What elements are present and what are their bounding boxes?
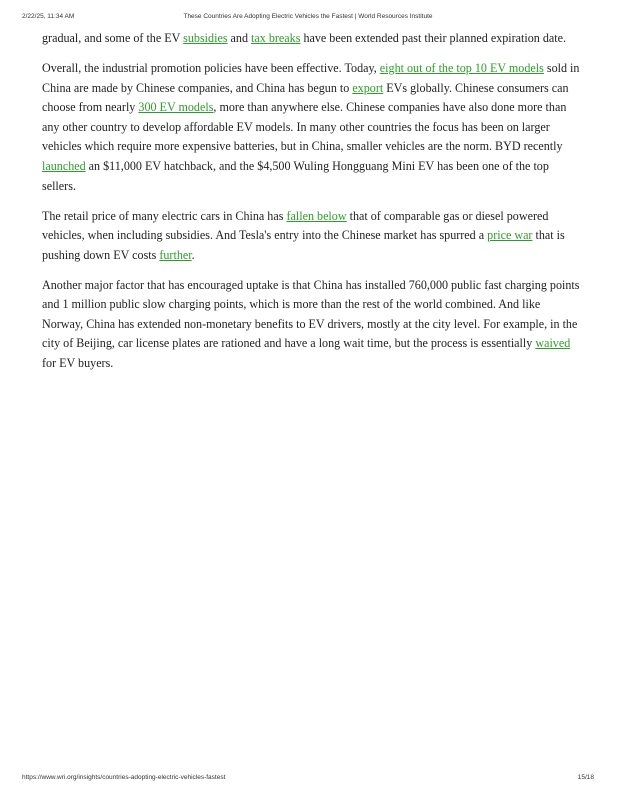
- paragraph-subsidies: [42, 29, 582, 49]
- text-run: .: [191, 247, 195, 262]
- text-run: Overall, the industrial promotion policies have been effective. Today,: [42, 60, 380, 75]
- link-price-war[interactable]: price war: [487, 228, 533, 243]
- print-header: [22, 13, 594, 25]
- print-datetime: 2/22/25, 11:34 AM: [22, 13, 75, 20]
- paragraph-charging: [42, 276, 582, 374]
- text-run: sold in China are made by Chinese companies, and China has begun to: [42, 60, 580, 95]
- link-300-ev-models[interactable]: 300 EV models: [138, 100, 214, 115]
- link-further[interactable]: further: [159, 247, 192, 262]
- link-subsidies[interactable]: subsidies: [183, 31, 228, 45]
- text-run: have been extended past their planned expiration date.: [300, 31, 567, 45]
- text-run: for EV buyers.: [42, 356, 114, 371]
- text-run: that of comparable gas or diesel powered vehicles, when including subsidies. And Tesla's entry into the Chinese market has spurred a: [42, 208, 549, 243]
- link-fallen-below[interactable]: fallen below: [286, 208, 347, 223]
- print-url: https://www.wri.org/insights/countries-adopting-electric-vehicles-fastest: [22, 774, 226, 781]
- text-run: and: [227, 31, 252, 45]
- article-body: [42, 29, 582, 384]
- link-export[interactable]: export: [352, 80, 384, 95]
- page-number: 15/18: [577, 774, 594, 781]
- print-page-title: These Countries Are Adopting Electric Vehicles the Fastest | World Resources Institute: [183, 13, 433, 20]
- text-run: that is pushing down EV costs: [42, 228, 565, 262]
- text-run: Another major factor that has encouraged uptake is that China has installed 760,000 public fast charging points and 1 million public slow charging points, which is more than the rest of the world combined. And like Norway, China has extended non-monetary benefits to EV drivers, mostly at the city level. For example, in the city of Beijing, car license plates are rationed and have a long wait time, but the process is essentially: [42, 277, 580, 351]
- text-run: an $11,000 EV hatchback, and the $4,500 Wuling Hongguang Mini EV has been one of the top sellers.: [42, 158, 549, 193]
- link-waived[interactable]: waived: [535, 336, 571, 351]
- link-tax-breaks[interactable]: tax breaks: [251, 31, 301, 45]
- text-run: EVs globally. Chinese consumers can choose from nearly: [42, 80, 569, 115]
- text-run: gradual, and some of the EV: [42, 31, 184, 45]
- text-run: , more than anywhere else. Chinese companies have also done more than any other country to develop affordable EV models. In many other countries the focus has been on larger vehicles which require more expensive batteries, but in China, smaller vehicles are the norm. BYD recently: [42, 100, 567, 154]
- paragraph-industrial-policy: [42, 59, 582, 196]
- link-launched[interactable]: launched: [42, 158, 86, 173]
- link-top-10-ev-models[interactable]: eight out of the top 10 EV models: [379, 60, 544, 75]
- text-run: The retail price of many electric cars in China has: [42, 208, 287, 223]
- print-footer: [22, 774, 594, 786]
- paragraph-retail-price: [42, 207, 582, 266]
